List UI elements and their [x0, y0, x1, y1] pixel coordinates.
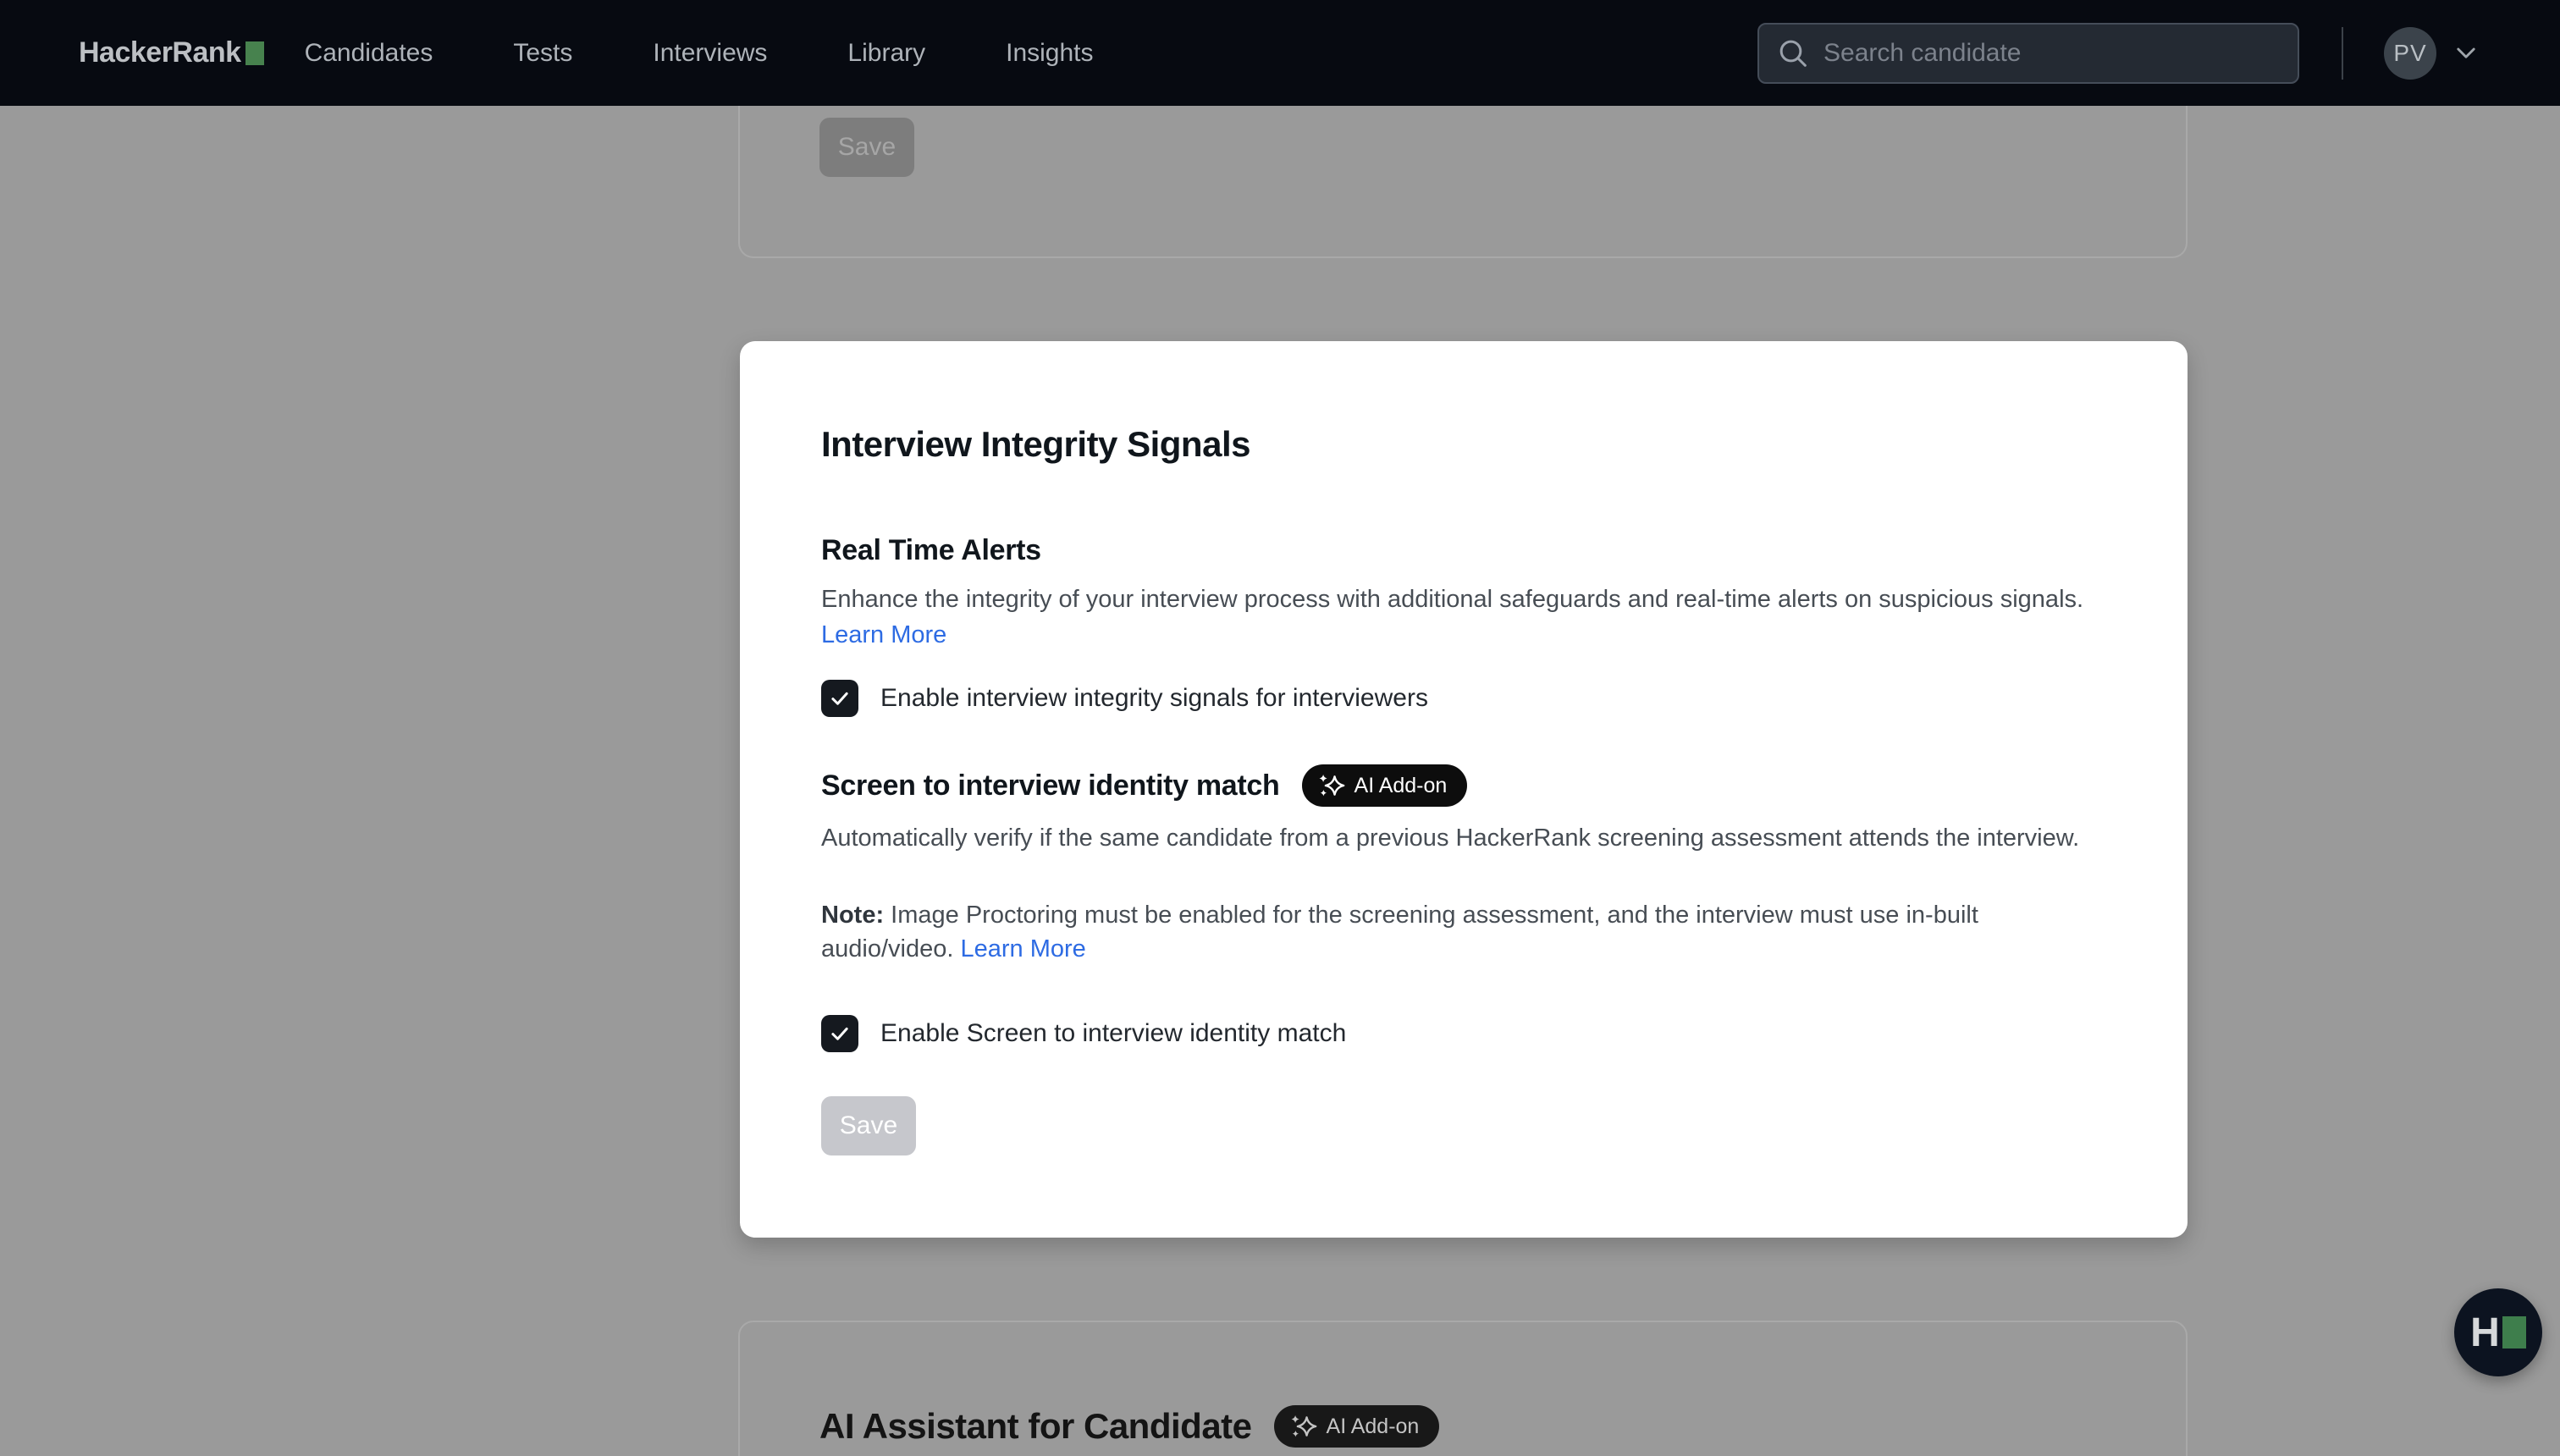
navbar-right-cluster: [1757, 23, 2480, 84]
navbar-divider: [2342, 27, 2343, 80]
ai-sparkle-icon: [1289, 1412, 1318, 1441]
nav-item-candidates[interactable]: Candidates: [304, 38, 433, 67]
chevron-down-icon[interactable]: [2452, 39, 2480, 68]
logo-green-block-icon: [2502, 1316, 2526, 1348]
search-icon: [1776, 36, 1810, 70]
save-button[interactable]: Save: [821, 1096, 916, 1155]
learn-more-link-note[interactable]: Learn More: [960, 935, 1086, 962]
top-navbar: [0, 0, 2560, 106]
logo-green-block-icon: [246, 41, 264, 65]
screen-match-description: Automatically verify if the same candidate from a previous HackerRank screening assessment attends the interview.: [821, 825, 2080, 852]
real-time-alerts-heading: Real Time Alerts: [821, 534, 1041, 566]
checkbox-label: Enable interview integrity signals for interviewers: [880, 684, 1428, 712]
nav-item-library[interactable]: Library: [847, 38, 926, 67]
ai-addon-badge: [1302, 764, 1468, 807]
hackerrank-chat-widget-button[interactable]: [2454, 1288, 2542, 1376]
checkbox-label: Enable Screen to interview identity match: [880, 1019, 1347, 1047]
ai-assistant-card-dimmed: [738, 1321, 2188, 1456]
ai-addon-badge-label: AI Add-on: [1354, 773, 1448, 797]
ai-assistant-title: AI Assistant for Candidate: [819, 1406, 1252, 1446]
nav-item-insights[interactable]: Insights: [1006, 38, 1094, 67]
search-candidate-box[interactable]: [1757, 23, 2299, 84]
integrity-signals-checkbox-row[interactable]: [821, 680, 2106, 717]
hackerrank-logo[interactable]: [79, 36, 264, 69]
hackerrank-h-logo: H: [2470, 1310, 2500, 1355]
ai-addon-badge-label: AI Add-on: [1326, 1414, 1420, 1438]
previous-settings-card-dimmed: [738, 106, 2188, 258]
interview-integrity-signals-card: [740, 341, 2188, 1238]
checkbox-checked-icon[interactable]: [821, 1015, 858, 1052]
ai-addon-badge: [1274, 1405, 1440, 1448]
primary-nav: [305, 39, 1094, 68]
real-time-alerts-description: Enhance the integrity of your interview process with additional safeguards and real-time alerts on suspicious signals. Learn More: [821, 586, 2084, 648]
card-title: Interview Integrity Signals: [821, 424, 1250, 464]
screen-match-checkbox-row[interactable]: [821, 1015, 2106, 1052]
checkbox-checked-icon[interactable]: [821, 680, 858, 717]
save-button-dimmed: Save: [819, 118, 914, 177]
screen-match-note: Note: Image Proctoring must be enabled for the screening assessment, and the interview must use in-built audio/video. Learn More: [821, 902, 1978, 962]
logo-text: HackerRank: [79, 36, 241, 69]
search-candidate-input[interactable]: [1823, 39, 2282, 68]
user-avatar[interactable]: PV: [2384, 27, 2436, 80]
learn-more-link-alerts[interactable]: Learn More: [821, 621, 947, 648]
screen-match-heading: Screen to interview identity match: [821, 769, 1280, 802]
nav-item-interviews[interactable]: Interviews: [653, 38, 768, 67]
nav-item-tests[interactable]: Tests: [513, 38, 573, 67]
ai-sparkle-icon: [1317, 771, 1346, 800]
